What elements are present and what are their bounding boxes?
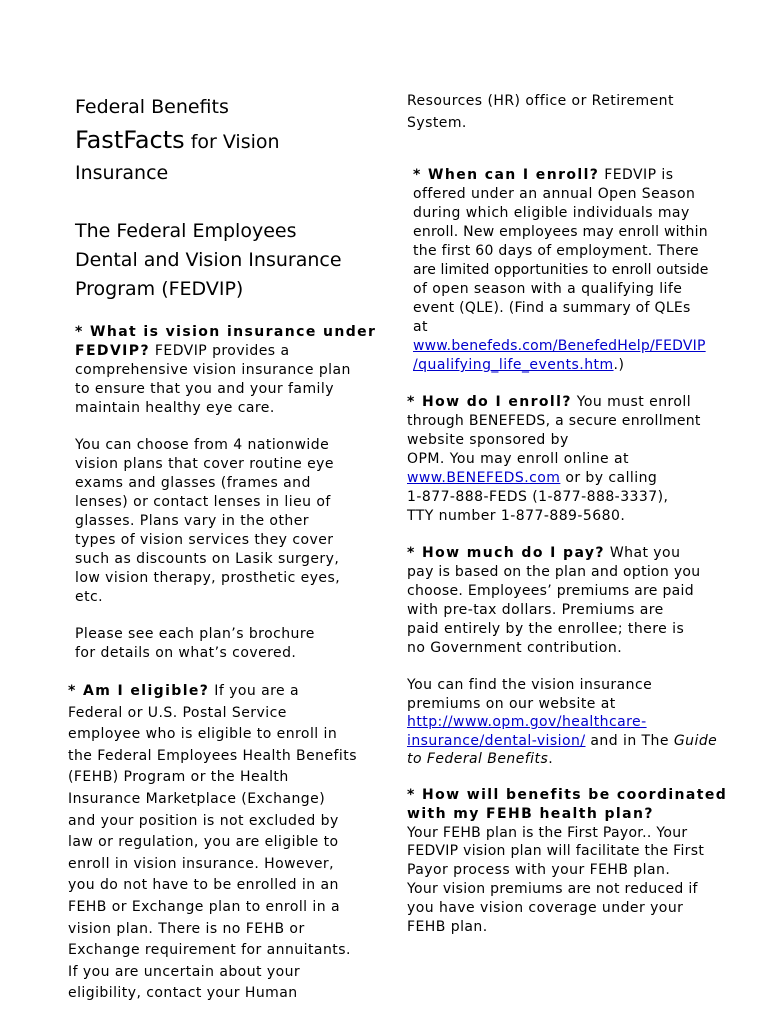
opm-link-part-1[interactable]: http://www.opm.gov/healthcare-	[407, 714, 647, 730]
text-line: no Government contribution.	[407, 640, 623, 656]
text-line: low vision therapy, prosthetic eyes,	[75, 570, 341, 586]
text-line: etc.	[75, 589, 104, 605]
text-line: You must enroll	[576, 394, 692, 410]
text-line: Your FEHB plan is the First Payor.. Your	[407, 824, 688, 841]
text-line: Insurance Marketplace (Exchange)	[68, 790, 326, 807]
question-fedvip: FEDVIP?	[75, 343, 150, 359]
section-benefits-coordination	[407, 786, 727, 936]
text-line: through BENEFEDS, a secure enrollment	[407, 413, 701, 429]
text-line: you do not have to be enrolled in an	[68, 877, 339, 894]
text-line: website sponsored by	[407, 432, 569, 448]
text-line: enroll. New employees may enroll within	[413, 224, 708, 240]
paragraph-plan-choices	[75, 436, 340, 607]
text-line: Exchange requirement for annuitants.	[68, 942, 351, 959]
paragraph-continued	[407, 91, 674, 134]
guide-title: Guide	[673, 732, 718, 749]
title-for-vision: for Vision	[190, 131, 280, 153]
qle-link-part-1[interactable]: www.benefeds.com/BenefedHelp/FEDVIP	[413, 338, 706, 354]
text-line: at	[413, 319, 428, 335]
text-line: are limited opportunities to enroll outside	[413, 262, 709, 278]
text-line: .)	[613, 357, 625, 373]
text-line: the first 60 days of employment. There	[413, 243, 699, 259]
text-line: If you are uncertain about your	[68, 963, 301, 980]
text-line: .	[548, 751, 554, 767]
text-line: Please see each plan’s brochure	[75, 626, 315, 642]
text-line: eligibility, contact your Human	[68, 985, 298, 1002]
subtitle-line-2: Dental and Vision Insurance	[75, 249, 342, 271]
text-line: enroll in vision insurance. However,	[68, 855, 334, 872]
text-line: pay is based on the plan and option you	[407, 564, 701, 580]
subtitle-line-1: The Federal Employees	[75, 220, 297, 242]
text-line: 1-877-888-FEDS (1-877-888-3337),	[407, 489, 669, 505]
qle-link-part-2[interactable]: /qualifying_life_events.htm	[413, 357, 614, 373]
text-line: FEDVIP provides a	[154, 343, 290, 359]
section-when-can-i-enroll	[413, 166, 709, 375]
text-line: FEDVIP is	[604, 167, 674, 183]
text-line: comprehensive vision insurance plan	[75, 362, 351, 378]
text-line: event (QLE). (Find a summary of QLEs	[413, 300, 691, 316]
question-how-much: * How much do I pay?	[407, 545, 605, 561]
text-line: lenses) or contact lenses in lieu of	[75, 494, 331, 510]
text-line: such as discounts on Lasik surgery,	[75, 551, 340, 567]
title-line-1: Federal Benefits	[75, 96, 229, 118]
question-when-enroll: * When can I enroll?	[413, 167, 600, 183]
text-line: offered under an annual Open Season	[413, 186, 696, 202]
text-line: exams and glasses (frames and	[75, 475, 311, 491]
opm-link-part-2[interactable]: insurance/dental-vision/	[407, 732, 586, 749]
text-line: FEHB or Exchange plan to enroll in a	[68, 898, 341, 915]
text-line: vision plans that cover routine eye	[75, 456, 334, 472]
section-what-is-vision-insurance	[75, 323, 376, 418]
text-line: premiums on our website at	[407, 695, 616, 712]
text-line: (FEHB) Program or the Health	[68, 769, 289, 786]
question-coordinated-2: with my FEHB health plan?	[407, 805, 654, 822]
title-fastfacts: FastFacts	[75, 126, 185, 154]
text-line: for details on what’s covered.	[75, 645, 297, 661]
section-am-i-eligible	[68, 681, 357, 1005]
text-line: paid entirely by the enrollee; there is	[407, 621, 685, 637]
section-how-do-i-enroll	[407, 393, 701, 526]
text-line: FEHB plan.	[407, 918, 488, 935]
question-how-enroll: * How do I enroll?	[407, 394, 572, 410]
text-line: Payor process with your FEHB plan.	[407, 862, 671, 879]
text-line: law or regulation, you are eligible to	[68, 834, 339, 851]
text-line: and your position is not excluded by	[68, 812, 339, 829]
text-line: choose. Employees’ premiums are paid	[407, 583, 694, 599]
text-line: What you	[609, 545, 681, 561]
text-line: types of vision services they cover	[75, 532, 334, 548]
text-line: You can find the vision insurance	[407, 677, 653, 693]
paragraph-brochure	[75, 625, 315, 663]
question-what-is: * What is vision insurance under	[75, 324, 377, 340]
guide-title: to Federal Benefits	[407, 751, 549, 767]
text-line: and in The	[590, 732, 669, 749]
text-line: during which eligible individuals may	[413, 205, 690, 221]
text-line: or by calling	[565, 470, 658, 486]
question-coordinated: * How will benefits be coordinated	[407, 787, 728, 803]
title-line-2	[75, 126, 280, 154]
text-line: TTY number 1-877-889-5680.	[407, 508, 626, 524]
text-line: If you are a	[214, 683, 299, 699]
text-line: employee who is eligible to enroll in	[68, 726, 338, 743]
text-line: maintain healthy eye care.	[75, 400, 275, 416]
text-line: to ensure that you and your family	[75, 381, 334, 397]
question-eligible: * Am I eligible?	[68, 683, 210, 699]
text-line: vision plan. There is no FEHB or	[68, 920, 305, 937]
text-line: Resources (HR) office or Retirement	[407, 93, 674, 109]
text-line: the Federal Employees Health Benefits	[68, 747, 357, 764]
text-line: of open season with a qualifying life	[413, 281, 683, 297]
text-line: Federal or U.S. Postal Service	[68, 704, 287, 721]
text-line: with pre-tax dollars. Premiums are	[407, 602, 664, 618]
text-line: OPM. You may enroll online at	[407, 451, 629, 467]
text-line: System.	[407, 114, 467, 131]
text-line: FEDVIP vision plan will facilitate the First	[407, 843, 705, 860]
text-line: glasses. Plans vary in the other	[75, 513, 309, 529]
text-line: Your vision premiums are not reduced if	[407, 880, 698, 897]
title-line-3: Insurance	[75, 162, 169, 184]
text-line: You can choose from 4 nationwide	[75, 437, 330, 453]
benefeds-link[interactable]: www.BENEFEDS.com	[407, 470, 561, 486]
text-line: you have vision coverage under your	[407, 899, 684, 916]
section-how-much-do-i-pay	[407, 544, 700, 658]
subtitle-line-3: Program (FEDVIP)	[75, 278, 244, 300]
paragraph-premiums	[407, 676, 717, 769]
